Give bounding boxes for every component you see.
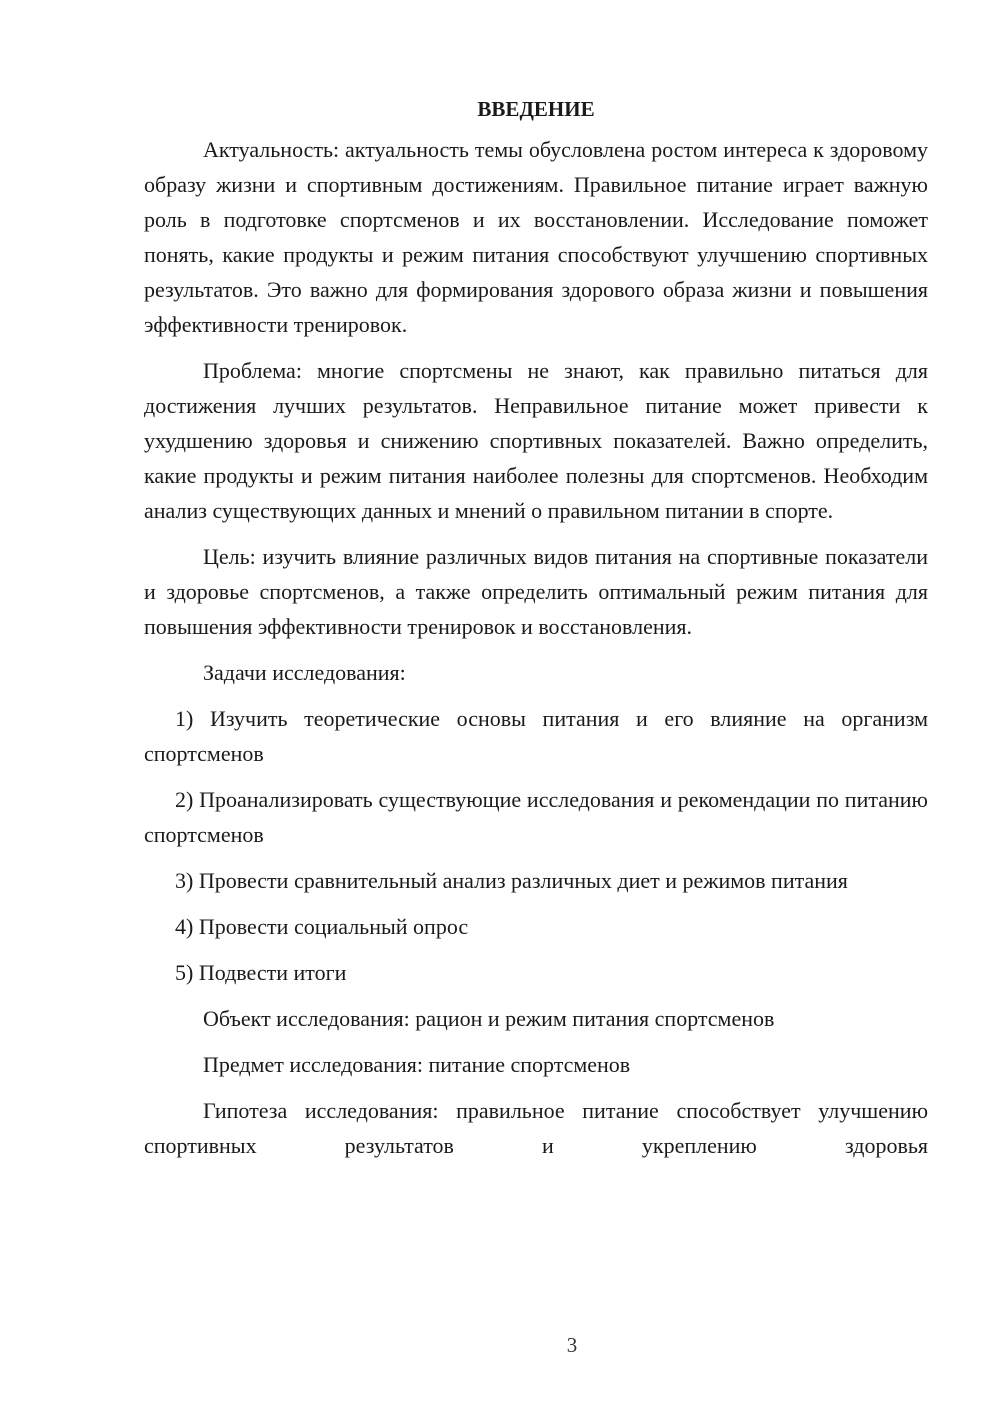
- page-number: 3: [566, 1333, 578, 1357]
- task-item-4: 4) Провести социальный опрос: [175, 914, 469, 939]
- relevance-paragraph: Актуальность: актуальность темы обусловлена ростом интереса к здоровому образу жизни и спортивным достижениям. Правильное питание играет важную роль в подготовке спортсменов и их восстановлении. Исследование поможет понять, какие продукты и режим питания способствуют улучшению спортивных результатов. Это важно для формирования здорового образа жизни и повышения эффективности тренировок.: [144, 137, 928, 337]
- research-object: Объект исследования: рацион и режим питания спортсменов: [203, 1006, 775, 1031]
- task-item-1: 1) Изучить теоретические основы питания и его влияние на организм спортсменов: [144, 706, 928, 766]
- problem-paragraph: Проблема: многие спортсмены не знают, как правильно питаться для достижения лучших результатов. Неправильное питание может привести к ухудшению здоровья и снижению спортивных показателей. Важно определить, какие продукты и режим питания наиболее полезны для спортсменов. Необходим анализ существующих данных и мнений о правильном питании в спорте.: [144, 358, 928, 523]
- page-title: ВВЕДЕНИЕ: [477, 97, 595, 121]
- research-subject: Предмет исследования: питание спортсменов: [203, 1052, 631, 1077]
- task-item-3: 3) Провести сравнительный анализ различных диет и режимов питания: [175, 868, 848, 893]
- goal-paragraph: Цель: изучить влияние различных видов питания на спортивные показатели и здоровье спортсменов, а также определить оптимальный режим питания для повышения эффективности тренировок и восстановления.: [144, 544, 928, 639]
- tasks-heading: Задачи исследования:: [203, 660, 406, 685]
- document-page: [144, 92, 928, 1174]
- hypothesis-paragraph: Гипотеза исследования: правильное питание способствует улучшению спортивных результатов и укреплению здоровья: [144, 1098, 928, 1158]
- task-item-5: 5) Подвести итоги: [175, 960, 347, 985]
- task-item-2: 2) Проанализировать существующие исследования и рекомендации по питанию спортсменов: [144, 787, 928, 847]
